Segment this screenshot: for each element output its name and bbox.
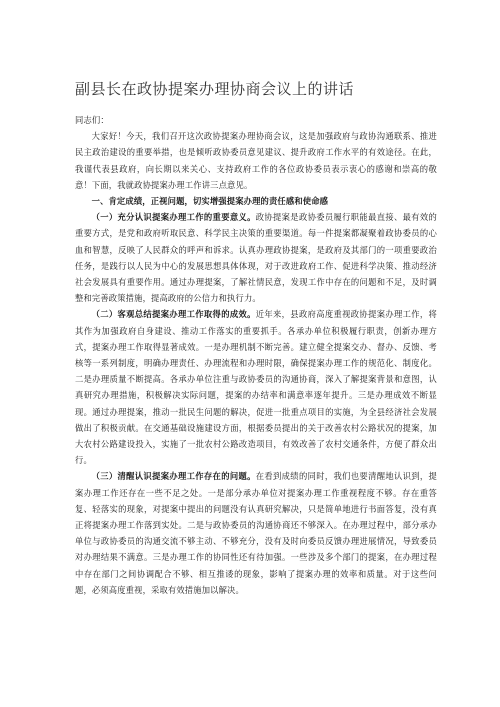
- point-lead-1: （一）充分认识提案办理工作的重要意义。: [91, 212, 256, 223]
- point-paragraph-2: [75, 306, 437, 468]
- point-paragraph-1: [75, 209, 437, 306]
- section-heading: 一、肯定成绩，正视问题，切实增强提案办理的责任感和使命感: [91, 196, 329, 207]
- intro-paragraph: 大家好！今天，我们召开这次政协提案办理协商会议，这是加强政府与政协沟通联系、推进民主政治建设的重要举措，也是倾听政协委员意见建议、提升政府工作水平的有效途径。在此，我谨代表县政府，向长期以来关心、支持政府工作的各位政协委员表示衷心的感谢和崇高的敬意！下面，我就政协提案办理工作讲三点意见。: [75, 131, 437, 190]
- point-text-3: 在看到成绩的同时，我们也要清醒地认识到，提案办理工作还存在一些不足之处。一是部分承办单位对提案办理工作重视程度不够。存在重答复、轻落实的现象，对提案中提出的问题没有认真研究解决，只是简单地进行书面答复，没有真正将提案办理工作落到实处。二是与政协委员的沟通协商还不够深入。在办理过程中，部分承办单位与政协委员的沟通交流不够主动、不够充分，没有及时向委员反馈办理进展情况，导致委员对办理结果不满意。三是办理工作的协同性还有待加强。一些涉及多个部门的提案，在办理过程中存在部门之间协调配合不够、相互推诿的现象，影响了提案办理的效率和质量。对于这些问题，必须高度重视，采取有效措施加以解决。: [75, 471, 437, 595]
- point-text-2: 近年来，县政府高度重视政协提案办理工作，将其作为加强政府自身建设、推动工作落实的重要抓手。各承办单位积极履行职责，创新办理方式，提案办理工作取得显著成效。一是办理机制不断完善。建立健全提案交办、督办、反馈、考核等一系列制度，明确办理责任、办理流程和办理时限，确保提案办理工作的规范化、制度化。二是办理质量不断提高。各承办单位注重与政协委员的沟通协商，深入了解提案背景和意图，认真研究办理措施，积极解决实际问题，提案的办结率和满意率逐年提升。三是办理成效不断显现。通过办理提案，推动一批民生问题的解决，促进一批重点项目的实施，为全县经济社会发展做出了积极贡献。在交通基础设施建设方面，根据委员提出的关于改善农村公路状况的提案，加大农村公路建设投入，实施了一批农村公路改造项目，有效改善了农村交通条件，方便了群众出行。: [75, 309, 437, 466]
- point-lead-3: （三）清醒认识提案办理工作存在的问题。: [91, 471, 256, 482]
- point-lead-2: （二）客观总结提案办理工作取得的成效。: [91, 309, 256, 320]
- point-text-1: 政协提案是政协委员履行职能最直接、最有效的重要方式，是党和政府听取民意、科学民主决策的重要渠道。每一件提案都凝聚着政协委员的心血和智慧，反映了人民群众的呼声和诉求。认真办理政协提案，是政府及其部门的一项重要政治任务，是践行以人民为中心的发展思想具体体现，对于改进政府工作、促进科学决策、推动经济社会发展具有重要作用。通过办理提案，了解社情民意，发现工作中存在的问题和不足，及时调整和完善政策措施，提高政府的公信力和执行力。: [75, 212, 437, 304]
- point-paragraph-3: [75, 468, 437, 598]
- document-body: [75, 112, 437, 598]
- document-title: 副县长在政协提案办理协商会议上的讲话: [75, 80, 355, 98]
- salutation: 同志们：: [75, 115, 109, 125]
